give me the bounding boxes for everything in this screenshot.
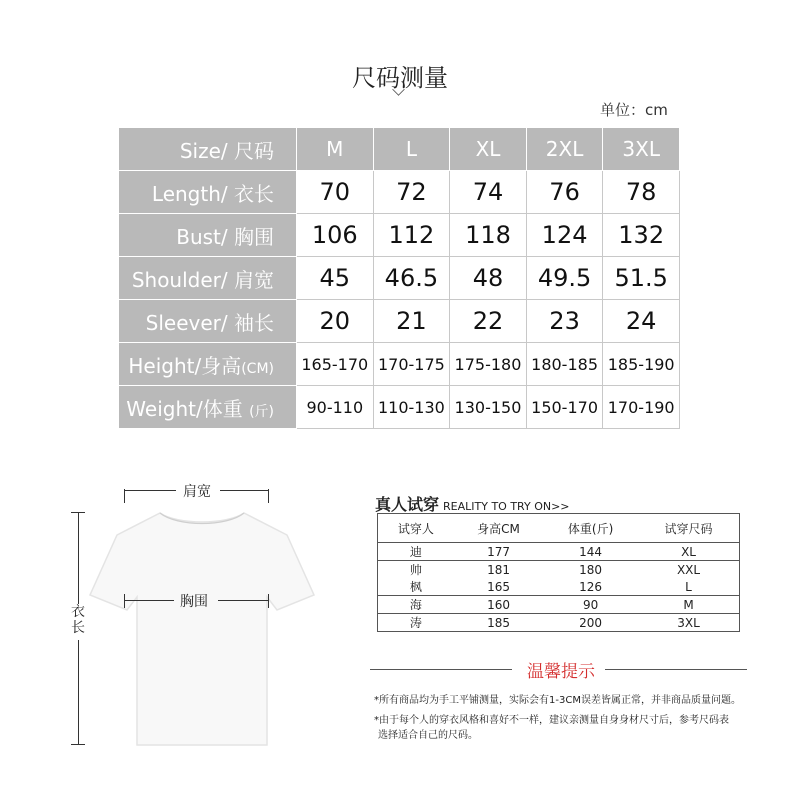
table-cell: 170-175	[373, 343, 450, 386]
row-label: Bust/ 胸围	[119, 214, 297, 257]
tips-note-3: 选择适合自己的尺码。	[378, 730, 478, 741]
row-label-text: Height/身高	[128, 353, 242, 378]
trial-row	[378, 596, 740, 614]
trial-cell: XXL	[638, 561, 739, 579]
tips-divider-left	[370, 669, 512, 670]
shoulder-tick-right	[268, 489, 269, 503]
row-label: Sleever/ 袖长	[119, 300, 297, 343]
table-cell: 20	[297, 300, 374, 343]
table-cell: 185-190	[603, 343, 680, 386]
table-cell: 46.5	[373, 257, 450, 300]
table-row	[119, 214, 680, 257]
length-tick-bottom	[71, 744, 85, 745]
table-cell: 180-185	[526, 343, 603, 386]
table-row	[119, 300, 680, 343]
trial-cell: 海	[378, 596, 454, 614]
row-label-unit: (CM)	[241, 360, 274, 377]
table-cell: 51.5	[603, 257, 680, 300]
trial-cell: 180	[543, 561, 638, 579]
size-header-label: Size/ 尺码	[119, 128, 297, 171]
trial-row	[378, 578, 740, 596]
size-chart-table	[118, 127, 680, 429]
table-cell: 72	[373, 171, 450, 214]
bust-line-left	[124, 600, 174, 601]
row-label: Shoulder/ 肩宽	[119, 257, 297, 300]
table-cell: 124	[526, 214, 603, 257]
table-cell: 130-150	[450, 386, 527, 429]
length-line-bottom	[78, 640, 79, 744]
trial-cell: XL	[638, 543, 739, 561]
trial-cell: 165	[487, 579, 510, 594]
shoulder-tick-left	[124, 489, 125, 503]
table-cell: 106	[297, 214, 374, 257]
shoulder-line-right	[220, 490, 268, 491]
trial-cell: 涛	[378, 614, 454, 632]
tshirt-image	[82, 505, 322, 755]
table-cell: 45	[297, 257, 374, 300]
table-cell: 78	[603, 171, 680, 214]
table-header-row	[119, 128, 680, 171]
trial-cell: 200	[543, 614, 638, 632]
bust-tick-left	[124, 594, 125, 608]
row-label	[119, 386, 297, 429]
row-label: Length/ 衣长	[119, 171, 297, 214]
table-cell: 21	[373, 300, 450, 343]
table-cell: 150-170	[526, 386, 603, 429]
trial-cell: 144	[543, 543, 638, 561]
table-cell: 170-190	[603, 386, 680, 429]
table-row	[119, 386, 680, 429]
table-cell: 70	[297, 171, 374, 214]
table-cell: 74	[450, 171, 527, 214]
tips-title: 温馨提示	[527, 662, 595, 682]
bust-label: 胸围	[180, 594, 208, 610]
table-cell: 49.5	[526, 257, 603, 300]
row-label-unit: (斤)	[249, 403, 274, 420]
table-cell: 132	[603, 214, 680, 257]
trial-cell: 迪	[378, 543, 454, 561]
trial-cell: 90	[543, 596, 638, 614]
row-label-text: Weight/体重	[126, 396, 243, 421]
table-cell: 23	[526, 300, 603, 343]
trial-title: 真人试穿	[375, 495, 440, 514]
length-label: 衣长	[71, 604, 85, 636]
table-cell: 175-180	[450, 343, 527, 386]
table-row	[119, 343, 680, 386]
tips-heading	[370, 657, 750, 681]
trial-header-row	[378, 514, 740, 543]
size-col-header: XL	[450, 128, 527, 171]
trial-cell: 185	[454, 614, 543, 632]
table-row	[119, 257, 680, 300]
table-cell: 90-110	[297, 386, 374, 429]
trial-cell: 181	[454, 561, 543, 579]
size-col-header: M	[297, 128, 374, 171]
table-cell: 112	[373, 214, 450, 257]
size-col-header: L	[373, 128, 450, 171]
trial-table	[377, 513, 740, 632]
shoulder-line-left	[124, 490, 176, 491]
trial-cell: 160	[454, 596, 543, 614]
table-cell: 76	[526, 171, 603, 214]
trial-cell: 3XL	[638, 614, 739, 632]
trial-row	[378, 561, 740, 579]
table-cell: 118	[450, 214, 527, 257]
tips-divider-right	[605, 669, 747, 670]
trial-cell: L	[685, 579, 692, 594]
trial-cell: 枫	[409, 580, 422, 594]
size-col-header: 3XL	[603, 128, 680, 171]
length-line-top	[78, 512, 79, 604]
trial-subtitle: REALITY TO TRY ON>>	[443, 500, 570, 513]
trial-header-cell: 身高CM	[477, 521, 520, 536]
page-title: 尺码测量	[352, 64, 448, 92]
table-cell: 110-130	[373, 386, 450, 429]
table-cell: 22	[450, 300, 527, 343]
unit-label: 单位：cm	[600, 101, 668, 119]
trial-row	[378, 614, 740, 632]
trial-header-cell: 试穿人	[397, 521, 434, 536]
bust-line-right	[218, 600, 268, 601]
table-cell: 165-170	[297, 343, 374, 386]
trial-row	[378, 543, 740, 561]
trial-cell: 126	[579, 579, 603, 594]
table-cell: 24	[603, 300, 680, 343]
trial-header-cell: 试穿尺码	[664, 521, 713, 536]
size-col-header: 2XL	[526, 128, 603, 171]
shoulder-label: 肩宽	[183, 484, 211, 500]
row-label	[119, 343, 297, 386]
tips-note-2: *由于每个人的穿衣风格和喜好不一样，建议亲测量自身身材尺寸后，参考尺码表	[374, 715, 729, 726]
table-cell: 48	[450, 257, 527, 300]
bust-tick-right	[268, 594, 269, 608]
trial-cell: M	[638, 596, 739, 614]
trial-section-title	[375, 492, 570, 515]
tips-note-1: *所有商品均为手工平铺测量，实际会有1-3CM误差皆属正常，并非商品质量问题。	[374, 695, 741, 706]
table-row	[119, 171, 680, 214]
trial-header-cell: 体重(斤)	[567, 521, 614, 536]
trial-cell: 帅	[378, 561, 454, 579]
trial-cell: 177	[454, 543, 543, 561]
